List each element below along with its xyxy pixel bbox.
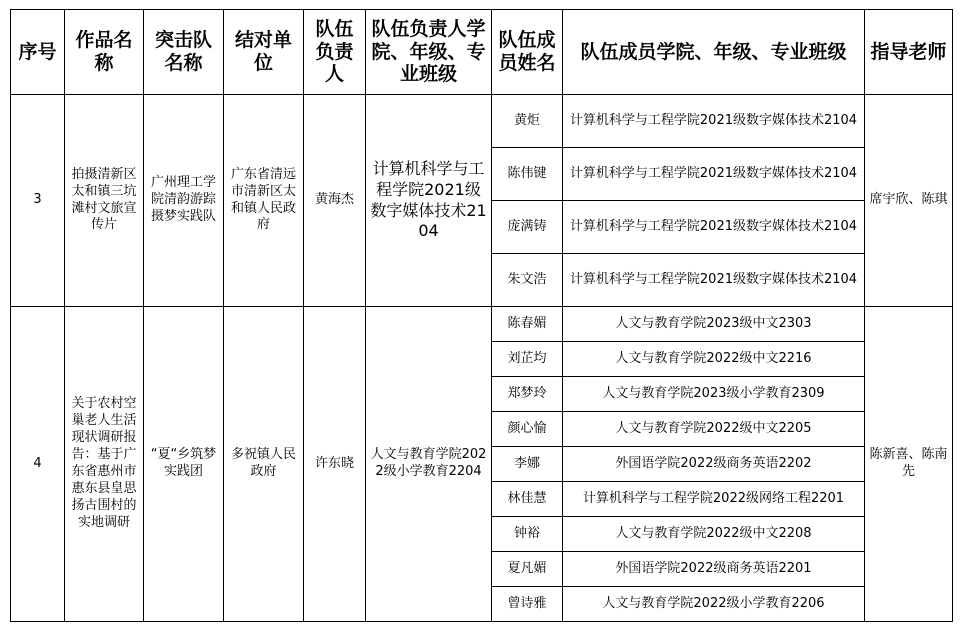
header-row: [11, 10, 953, 95]
cell-member-name: 林佳慧: [492, 482, 563, 517]
header-team: 突击队名称: [144, 10, 224, 95]
cell-member-name: 郑梦玲: [492, 377, 563, 412]
cell-member-name: 李娜: [492, 447, 563, 482]
header-index: 序号: [11, 10, 65, 95]
cell-leader: 黄海杰: [304, 95, 366, 307]
cell-leader-info: 人文与教育学院2022级小学教育2204: [366, 307, 492, 622]
cell-member-name: 陈春媚: [492, 307, 563, 342]
team-table: [10, 9, 953, 622]
cell-team: “夏“乡筑梦实践团: [144, 307, 224, 622]
cell-member-info: 人文与教育学院2022级中文2205: [563, 412, 865, 447]
cell-advisor: 席宇欣、陈琪: [865, 95, 953, 307]
cell-index: 4: [11, 307, 65, 622]
cell-member-info: 计算机科学与工程学院2021级数字媒体技术2104: [563, 95, 865, 148]
cell-partner: 广东省清远市清新区太和镇人民政府: [224, 95, 304, 307]
header-advisor: 指导老师: [865, 10, 953, 95]
cell-member-info: 人文与教育学院2023级中文2303: [563, 307, 865, 342]
table-row: [11, 95, 953, 148]
header-partner: 结对单位: [224, 10, 304, 95]
cell-member-info: 计算机科学与工程学院2021级数字媒体技术2104: [563, 254, 865, 307]
header-work: 作品名称: [65, 10, 144, 95]
cell-member-info: 计算机科学与工程学院2021级数字媒体技术2104: [563, 148, 865, 201]
cell-member-info: 人文与教育学院2022级中文2208: [563, 517, 865, 552]
cell-leader: 许东晓: [304, 307, 366, 622]
cell-member-info: 外国语学院2022级商务英语2202: [563, 447, 865, 482]
cell-member-name: 陈伟键: [492, 148, 563, 201]
cell-team: 广州理工学院清韵游踪摄梦实践队: [144, 95, 224, 307]
cell-member-name: 朱文浩: [492, 254, 563, 307]
header-member-info: 队伍成员学院、年级、专业班级: [563, 10, 865, 95]
cell-member-name: 夏凡媚: [492, 552, 563, 587]
cell-member-name: 钟裕: [492, 517, 563, 552]
cell-work: 拍摄清新区太和镇三坑滩村文旅宣传片: [65, 95, 144, 307]
table-row: [11, 307, 953, 342]
cell-member-name: 曾诗雅: [492, 587, 563, 622]
header-leader: 队伍负责人: [304, 10, 366, 95]
cell-index: 3: [11, 95, 65, 307]
cell-member-name: 庞满铸: [492, 201, 563, 254]
cell-member-info: 计算机科学与工程学院2021级数字媒体技术2104: [563, 201, 865, 254]
header-leader-info: 队伍负责人学院、年级、专业班级: [366, 10, 492, 95]
cell-member-info: 人文与教育学院2022级小学教育2206: [563, 587, 865, 622]
cell-member-info: 人文与教育学院2023级小学教育2309: [563, 377, 865, 412]
cell-partner: 多祝镇人民政府: [224, 307, 304, 622]
cell-leader-info: 计算机科学与工程学院2021级数字媒体技术2104: [366, 95, 492, 307]
cell-member-info: 外国语学院2022级商务英语2201: [563, 552, 865, 587]
header-member-name: 队伍成员姓名: [492, 10, 563, 95]
cell-work: 关于农村空巢老人生活现状调研报告：基于广东省惠州市惠东县皇思扬古围村的实地调研: [65, 307, 144, 622]
cell-member-info: 计算机科学与工程学院2022级网络工程2201: [563, 482, 865, 517]
cell-member-name: 黄炬: [492, 95, 563, 148]
cell-member-name: 颜心愉: [492, 412, 563, 447]
cell-member-name: 刘芷均: [492, 342, 563, 377]
cell-advisor: 陈新喜、陈南先: [865, 307, 953, 622]
cell-member-info: 人文与教育学院2022级中文2216: [563, 342, 865, 377]
